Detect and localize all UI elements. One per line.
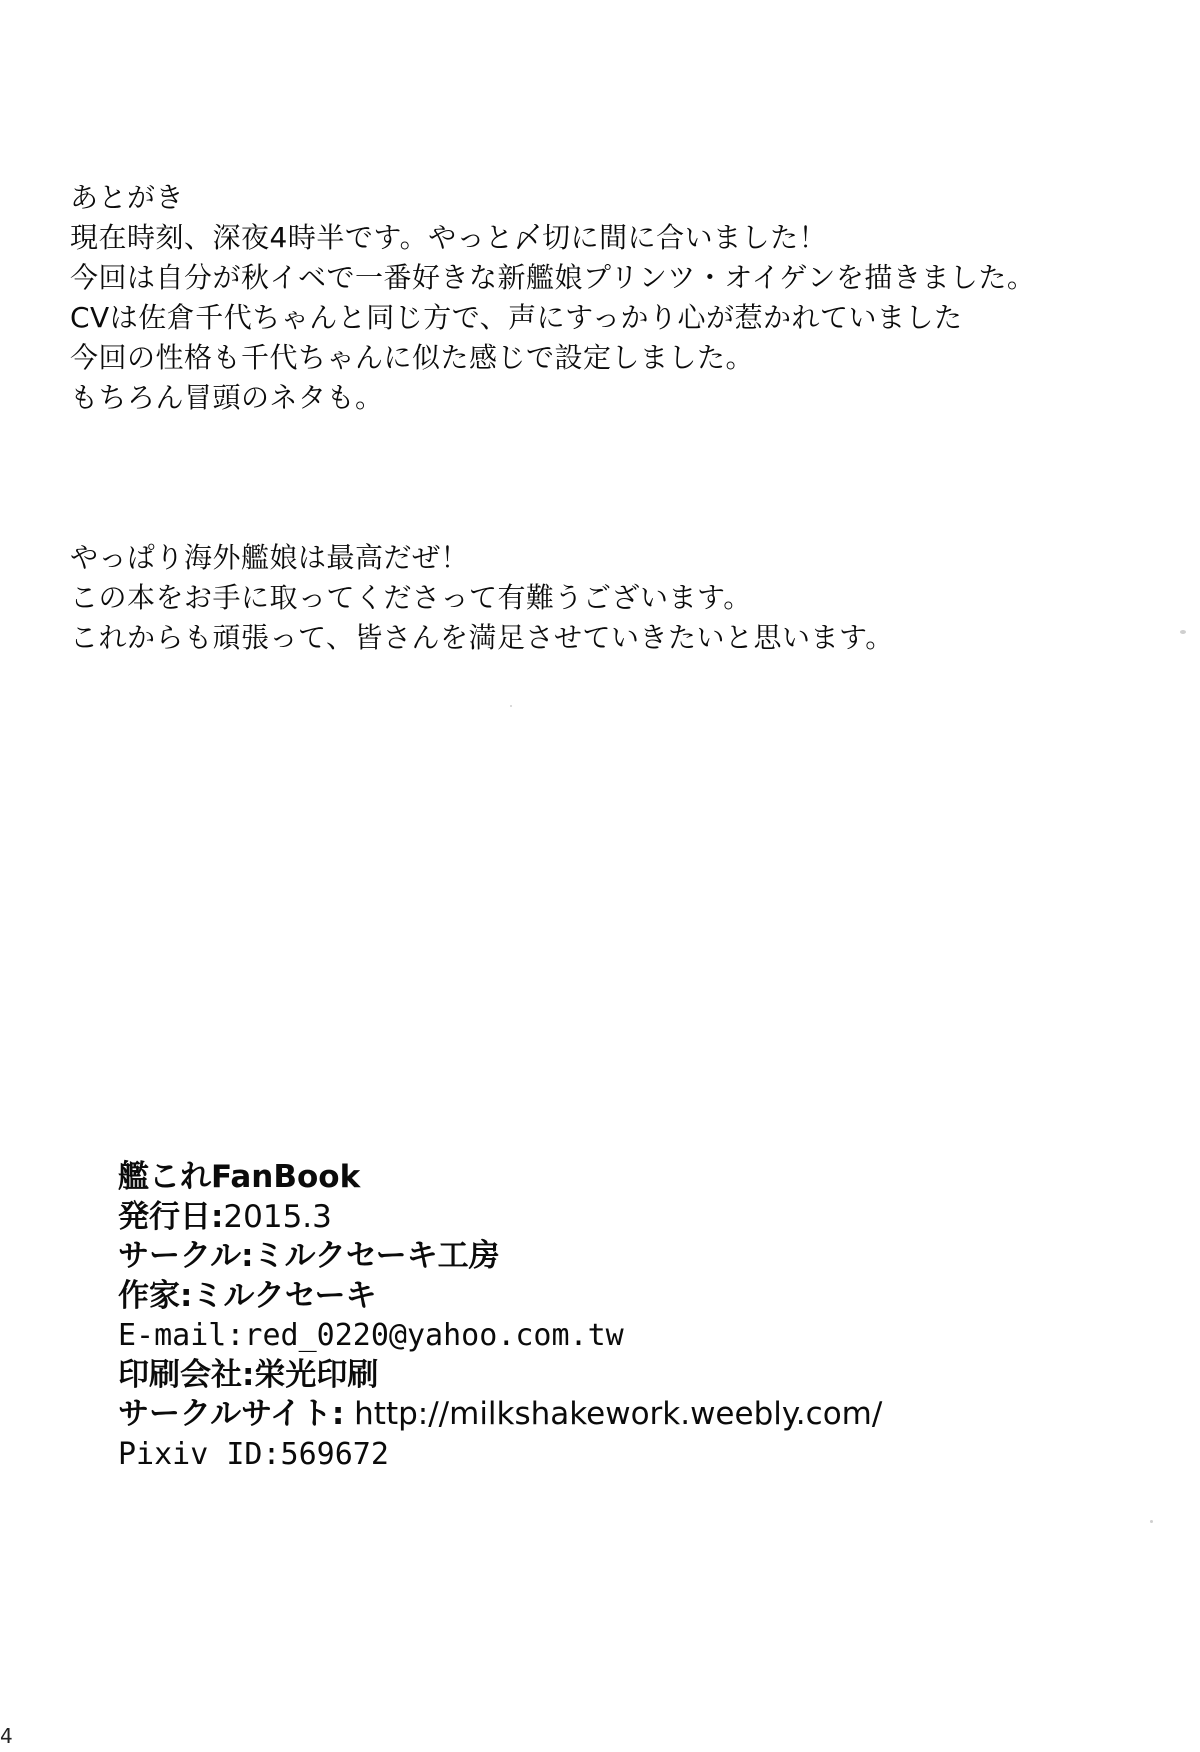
publish-date-row [118, 1198, 1118, 1238]
page-number: 4 [0, 1724, 13, 1748]
publish-date-value: 2015.3 [223, 1198, 332, 1235]
circle-site-url: http://milkshakework.weebly.com/ [344, 1396, 883, 1432]
scan-speck [510, 705, 512, 707]
circle-label: サークル: [118, 1238, 254, 1274]
afterword-line: CVは佐倉千代ちゃんと同じ方で、声にすっかり心が惹かれていました [70, 301, 963, 334]
printer-row [118, 1356, 1118, 1396]
afterword-line: 現在時刻、深夜4時半です。やっと〆切に間に合いました！ [70, 221, 828, 254]
afterword-line: この本をお手に取ってくださって有難うございます。 [70, 581, 752, 614]
circle-site-label: サークルサイト: [118, 1396, 345, 1432]
pixiv-id: Pixiv ID:569672 [118, 1436, 389, 1472]
author-value: ミルクセーキ [192, 1277, 377, 1314]
afterword-line: これからも頑張って、皆さんを満足させていきたいと思います。 [70, 621, 894, 654]
afterword-line: もちろん冒頭のネタも。 [70, 381, 384, 414]
publish-date-label: 発行日: [118, 1198, 224, 1235]
book-title: 艦これFanBook [118, 1159, 361, 1195]
email-line: E-mail:red_0220@yahoo.com.tw [118, 1318, 624, 1353]
scan-speck [1180, 630, 1186, 634]
circle-row [118, 1237, 1118, 1277]
afterword-line: 今回は自分が秋イベで一番好きな新艦娘プリンツ・オイゲンを描きました。 [70, 261, 1036, 294]
author-row [118, 1277, 1118, 1317]
printer-label: 印刷会社: [118, 1356, 255, 1393]
afterword-line: やっぱり海外艦娘は最高だぜ！ [70, 541, 470, 574]
circle-value: ミルクセーキ工房 [253, 1238, 500, 1274]
circle-site-row [118, 1395, 1118, 1435]
colophon [118, 1158, 1118, 1474]
afterword-section [70, 178, 1150, 658]
author-label: 作家: [118, 1277, 193, 1314]
scan-speck [1150, 1520, 1153, 1523]
afterword-heading: あとがき [70, 181, 185, 214]
paragraph-gap [70, 418, 1150, 538]
printer-value: 栄光印刷 [254, 1356, 379, 1393]
afterword-line: 今回の性格も千代ちゃんに似た感じで設定しました。 [70, 341, 755, 374]
